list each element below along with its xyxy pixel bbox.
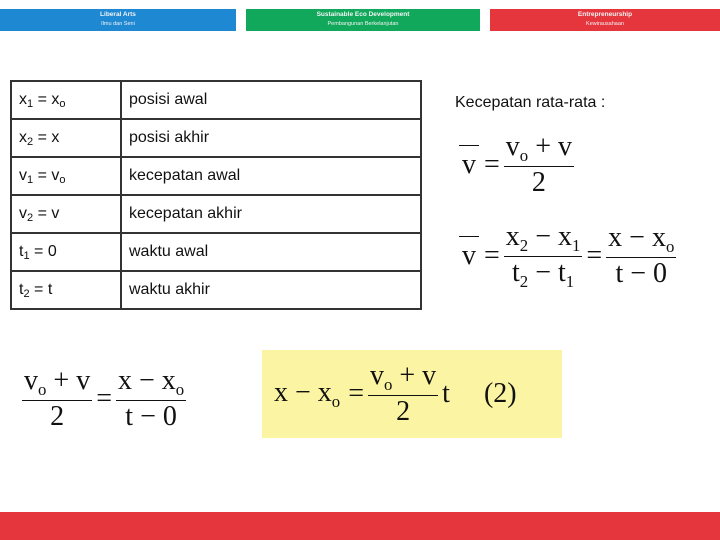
- v-bar: v: [458, 149, 480, 181]
- v-symbol: v: [24, 365, 38, 396]
- subscript: o: [59, 173, 66, 186]
- denominator: 2: [50, 400, 65, 432]
- v-symbol: v: [76, 365, 91, 396]
- description-cell: posisi awal: [121, 81, 421, 119]
- minus-sign: −: [630, 258, 647, 290]
- description-cell: waktu akhir: [121, 271, 421, 309]
- fraction: [22, 365, 92, 433]
- average-velocity-equation-1: [458, 131, 574, 199]
- fraction: [368, 360, 438, 428]
- variable-symbol: v: [19, 166, 27, 184]
- variable-symbol: v: [19, 204, 27, 222]
- subscript: o: [38, 379, 47, 399]
- variable-value: x: [51, 90, 60, 108]
- denominator: 2: [396, 395, 411, 427]
- variable-value: v: [51, 204, 60, 222]
- variable-value: t: [47, 280, 53, 298]
- table-row: [11, 81, 421, 119]
- description-cell: kecepatan awal: [121, 157, 421, 195]
- minus-sign: −: [140, 400, 156, 432]
- average-velocity-equation-2: [458, 221, 676, 292]
- numerator: [504, 131, 574, 167]
- subscript: 1: [23, 249, 30, 262]
- equated-velocity-equation: [22, 365, 186, 433]
- t-symbol: t: [615, 258, 624, 290]
- banner-subtitle: Ilmu dan Seni: [101, 21, 135, 27]
- minus-sign: −: [629, 222, 645, 254]
- t-symbol: t: [557, 256, 566, 288]
- plus-sign: +: [53, 365, 70, 396]
- numerator: [22, 365, 92, 401]
- zero: 0: [162, 400, 177, 432]
- x-symbol: x: [317, 376, 332, 408]
- table-row: [11, 157, 421, 195]
- t-symbol: t: [512, 256, 520, 288]
- minus-sign: −: [535, 256, 551, 288]
- fraction: [504, 131, 574, 199]
- lhs: [270, 377, 344, 412]
- v-symbol: v: [369, 360, 384, 391]
- equation-number: (2): [483, 377, 517, 409]
- banner-title: Entrepreneurship: [577, 11, 633, 18]
- banner-subtitle: Kewirausahaan: [586, 21, 624, 27]
- subscript: 1: [565, 271, 575, 291]
- description-cell: waktu awal: [121, 233, 421, 271]
- variable-cell: $t_2 = t$: [11, 271, 121, 309]
- numerator: [606, 222, 676, 258]
- v-bar: v: [458, 240, 480, 272]
- subscript: 1: [27, 97, 34, 110]
- banner-title: Liberal Arts: [100, 11, 136, 18]
- x-symbol: x: [274, 376, 288, 408]
- denominator: [606, 258, 676, 290]
- header-banner-eco-development: [246, 9, 480, 31]
- average-velocity-label: Kecepatan rata-rata :: [455, 94, 606, 111]
- t-symbol: t: [442, 377, 450, 409]
- denominator: [504, 257, 583, 292]
- table-row: [11, 119, 421, 157]
- numerator: [116, 365, 186, 401]
- denominator: [116, 401, 186, 433]
- footer-bar: [0, 512, 720, 540]
- description-cell: posisi akhir: [121, 119, 421, 157]
- subscript: 2: [27, 211, 34, 224]
- variable-symbol: x: [19, 90, 27, 108]
- x-symbol: x: [505, 221, 520, 252]
- banner-title: Sustainable Eco Development: [316, 11, 410, 18]
- table-row: [11, 195, 421, 233]
- variable-cell: $v_2 = v$: [11, 195, 121, 233]
- zero: 0: [653, 258, 668, 290]
- description-cell: kecepatan akhir: [121, 195, 421, 233]
- denominator: 2: [531, 166, 546, 198]
- fraction: [504, 221, 583, 292]
- plus-sign: +: [535, 131, 551, 162]
- subscript: o: [331, 391, 341, 411]
- variable-value: x: [51, 128, 60, 146]
- subscript: 2: [23, 287, 30, 300]
- minus-sign: −: [535, 221, 551, 252]
- minus-sign: −: [295, 376, 311, 408]
- banner-subtitle: Pembangunan Berkelanjutan: [327, 21, 399, 27]
- numerator: [504, 221, 583, 257]
- x-symbol: x: [117, 365, 132, 396]
- header-banner-liberal-arts: [0, 9, 236, 31]
- subscript: o: [59, 97, 66, 110]
- table-row: [11, 233, 421, 271]
- subscript: o: [665, 237, 675, 257]
- variable-cell: $x_1 = x_o$: [11, 81, 121, 119]
- subscript: 2: [27, 135, 34, 148]
- x-symbol: x: [608, 222, 623, 254]
- subscript: 1: [571, 235, 581, 255]
- subscript: 2: [519, 235, 529, 255]
- header-banner-entrepreneurship: [490, 9, 720, 31]
- equals-sign: =: [348, 377, 364, 409]
- subscript: o: [175, 379, 185, 399]
- x-symbol: x: [651, 222, 666, 254]
- displacement-equation: [270, 360, 521, 428]
- variable-cell: $x_2 = x$: [11, 119, 121, 157]
- equals-sign: =: [484, 240, 500, 272]
- v-symbol: v: [557, 131, 572, 162]
- variable-cell: $t_1 = 0$: [11, 233, 121, 271]
- subscript: o: [383, 374, 393, 394]
- t-symbol: t: [125, 400, 134, 432]
- plus-sign: +: [399, 360, 416, 391]
- variable-value: v: [51, 166, 60, 184]
- variable-symbol: t: [19, 280, 24, 298]
- minus-sign: −: [138, 365, 155, 396]
- variable-table: [10, 80, 422, 310]
- subscript: 2: [519, 271, 529, 291]
- equals-sign: =: [484, 148, 500, 180]
- variable-cell: $v_1 = v_o$: [11, 157, 121, 195]
- variable-symbol: t: [19, 242, 24, 260]
- variable-symbol: x: [19, 128, 27, 146]
- table-row: [11, 271, 421, 309]
- subscript: o: [519, 145, 529, 165]
- fraction: [116, 365, 186, 433]
- x-symbol: x: [161, 365, 176, 396]
- numerator: [368, 360, 438, 396]
- equals-sign: =: [586, 240, 603, 272]
- subscript: 1: [27, 173, 34, 186]
- v-symbol: v: [505, 131, 520, 162]
- variable-table-body: [11, 81, 421, 309]
- equals-sign: =: [96, 382, 112, 414]
- x-symbol: x: [557, 221, 572, 252]
- fraction: [606, 222, 676, 290]
- v-symbol: v: [422, 360, 437, 391]
- variable-value: 0: [47, 242, 57, 260]
